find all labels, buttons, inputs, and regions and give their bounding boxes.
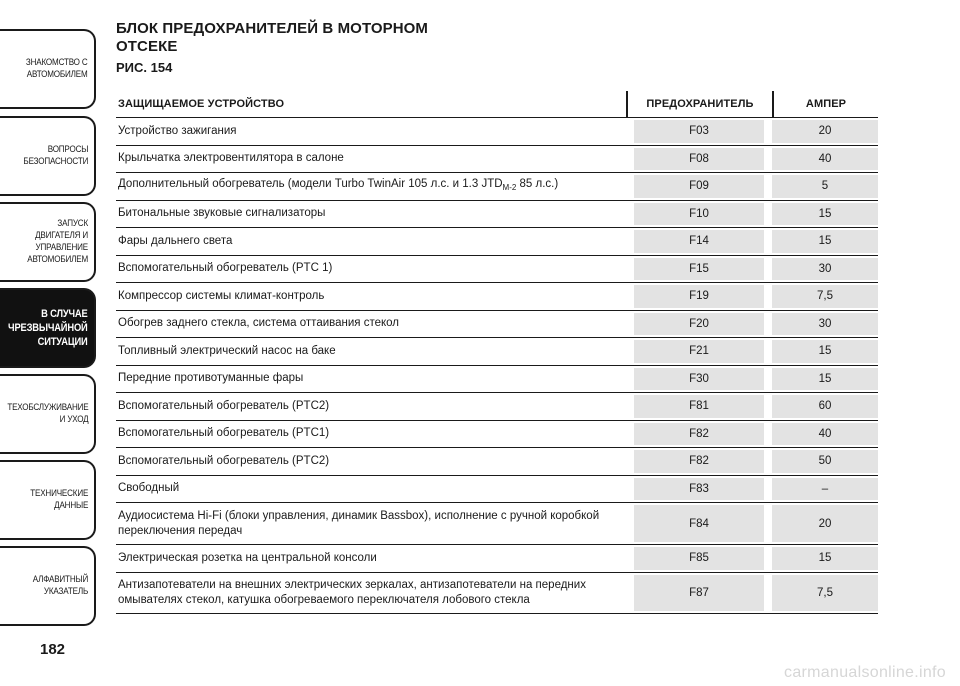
cell-device [116, 421, 626, 448]
device-text: Аудиосистема Hi-Fi (блоки управления, динамик Bassbox), исполнение с ручной коробкой переключения передач [118, 509, 600, 537]
device-text: Битональные звуковые сигнализаторы [118, 207, 326, 220]
device-text: Передние противотуманные фары [118, 372, 304, 385]
cell-device [116, 256, 626, 283]
table-row [116, 447, 878, 475]
cell-fuse: F08 [634, 148, 764, 171]
cell-fuse: F09 [634, 175, 764, 198]
cell-amp: 15 [772, 368, 878, 391]
device-text: Фары дальнего света [118, 234, 233, 247]
table-row [116, 420, 878, 448]
table-row [116, 365, 878, 393]
cell-device [116, 545, 626, 572]
tab-getting-to-know-car[interactable] [0, 29, 96, 109]
column-header-fuse: ПРЕДОХРАНИТЕЛЬ [626, 91, 772, 117]
device-text: Вспомогательный обогреватель (PTC 1) [118, 262, 333, 275]
device-text: Свободный [118, 482, 180, 495]
table-row [116, 200, 878, 228]
cell-device [116, 503, 626, 544]
cell-amp: 20 [772, 120, 878, 143]
table-body [116, 117, 878, 614]
cell-amp: 15 [772, 547, 878, 570]
cell-device [116, 573, 626, 613]
tab-starting-and-driving[interactable] [0, 202, 96, 282]
figure-reference: РИС. 154 [116, 60, 173, 75]
table-row [116, 282, 878, 310]
table-row [116, 310, 878, 338]
cell-fuse: F15 [634, 258, 764, 281]
cell-fuse: F84 [634, 505, 764, 542]
cell-amp: 40 [772, 423, 878, 446]
cell-fuse: F82 [634, 450, 764, 473]
tab-index[interactable] [0, 546, 96, 626]
cell-amp: – [772, 478, 878, 501]
tab-label: ЗНАКОМСТВО С АВТОМОБИЛЕМ [26, 57, 89, 80]
cell-fuse: F20 [634, 313, 764, 336]
table-row [116, 572, 878, 614]
cell-device [116, 311, 626, 338]
tab-label: ВОПРОСЫ БЕЗОПАСНОСТИ [23, 144, 88, 167]
cell-device [116, 201, 626, 228]
tab-maintenance[interactable] [0, 374, 96, 454]
cell-device [116, 283, 626, 310]
tab-in-emergency[interactable] [0, 288, 96, 368]
cell-amp: 7,5 [772, 285, 878, 308]
cell-fuse: F19 [634, 285, 764, 308]
cell-fuse: F30 [634, 368, 764, 391]
device-text: Дополнительный обогреватель (модели Turbo TwinAir 105 л.с. и 1.3 $JTD_{M-2}$ 85 л.с.) [118, 178, 559, 193]
tab-safety[interactable] [0, 116, 96, 196]
cell-amp: 30 [772, 258, 878, 281]
device-text: Крыльчатка электровентилятора в салоне [118, 152, 344, 165]
fuse-table [116, 91, 878, 614]
table-row [116, 544, 878, 572]
table-row [116, 502, 878, 544]
cell-amp: 40 [772, 148, 878, 171]
cell-device [116, 366, 626, 393]
cell-amp: 20 [772, 505, 878, 542]
cell-amp: 15 [772, 340, 878, 363]
cell-fuse: F14 [634, 230, 764, 253]
cell-amp: 15 [772, 203, 878, 226]
device-text: Вспомогательный обогреватель (PTC1) [118, 427, 330, 440]
column-header-device: ЗАЩИЩАЕМОЕ УСТРОЙСТВО [118, 98, 285, 110]
cell-fuse: F85 [634, 547, 764, 570]
cell-device [116, 476, 626, 503]
table-row [116, 255, 878, 283]
cell-amp: 15 [772, 230, 878, 253]
tab-label: В СЛУЧАЕ ЧРЕЗВЫЧАЙНОЙ СИТУАЦИИ [8, 308, 88, 348]
table-row [116, 117, 878, 145]
table-row [116, 337, 878, 365]
cell-fuse: F21 [634, 340, 764, 363]
column-header-amp: АМПЕР [772, 91, 878, 117]
tab-label: АЛФАВИТНЫЙ УКАЗАТЕЛЬ [32, 574, 88, 597]
device-text: Вспомогательный обогреватель (PTC2) [118, 454, 330, 467]
cell-fuse: F82 [634, 423, 764, 446]
cell-amp: 5 [772, 175, 878, 198]
cell-fuse: F10 [634, 203, 764, 226]
table-row [116, 392, 878, 420]
device-text: Электрическая розетка на центральной консоли [118, 551, 377, 564]
cell-device [116, 118, 626, 145]
cell-device [116, 448, 626, 475]
device-text: Обогрев заднего стекла, система оттаивания стекол [118, 317, 400, 330]
device-text: Компрессор системы климат-контроль [118, 289, 325, 302]
cell-device [116, 393, 626, 420]
table-row [116, 145, 878, 173]
cell-amp: 50 [772, 450, 878, 473]
cell-fuse: F87 [634, 575, 764, 611]
device-text: Вспомогательный обогреватель (PTC2) [118, 399, 330, 412]
table-row [116, 475, 878, 503]
page-number: 182 [40, 641, 66, 658]
page-title: БЛОК ПРЕДОХРАНИТЕЛЕЙ В МОТОРНОМ ОТСЕКЕ [116, 20, 428, 55]
cell-amp: 7,5 [772, 575, 878, 611]
tab-label: ЗАПУСК ДВИГАТЕЛЯ И УПРАВЛЕНИЕ АВТОМОБИЛЕМ [27, 218, 89, 265]
cell-device [116, 146, 626, 173]
device-text: Устройство зажигания [118, 124, 237, 137]
tab-label: ТЕХОБСЛУЖИВАНИЕ И УХОД [6, 402, 88, 425]
cell-amp: 30 [772, 313, 878, 336]
device-subscript: M-2 [502, 183, 517, 193]
cell-fuse: F03 [634, 120, 764, 143]
cell-device [116, 228, 626, 255]
cell-fuse: F83 [634, 478, 764, 501]
tab-label: ТЕХНИЧЕСКИЕ ДАННЫЕ [30, 488, 88, 511]
tab-technical-data[interactable] [0, 460, 96, 540]
table-header [116, 91, 878, 117]
cell-device [116, 173, 626, 200]
table-row [116, 227, 878, 255]
cell-fuse: F81 [634, 395, 764, 418]
watermark: carmanualsonline.info [784, 664, 946, 681]
device-text: Топливный электрический насос на баке [118, 344, 336, 357]
cell-device [116, 338, 626, 365]
cell-amp: 60 [772, 395, 878, 418]
device-text: Антизапотеватели на внешних электрических зеркалах, антизапотеватели на передних омывателях стекол, катушка обогреваемого переключателя лобового стекла [118, 578, 586, 606]
table-row [116, 172, 878, 200]
